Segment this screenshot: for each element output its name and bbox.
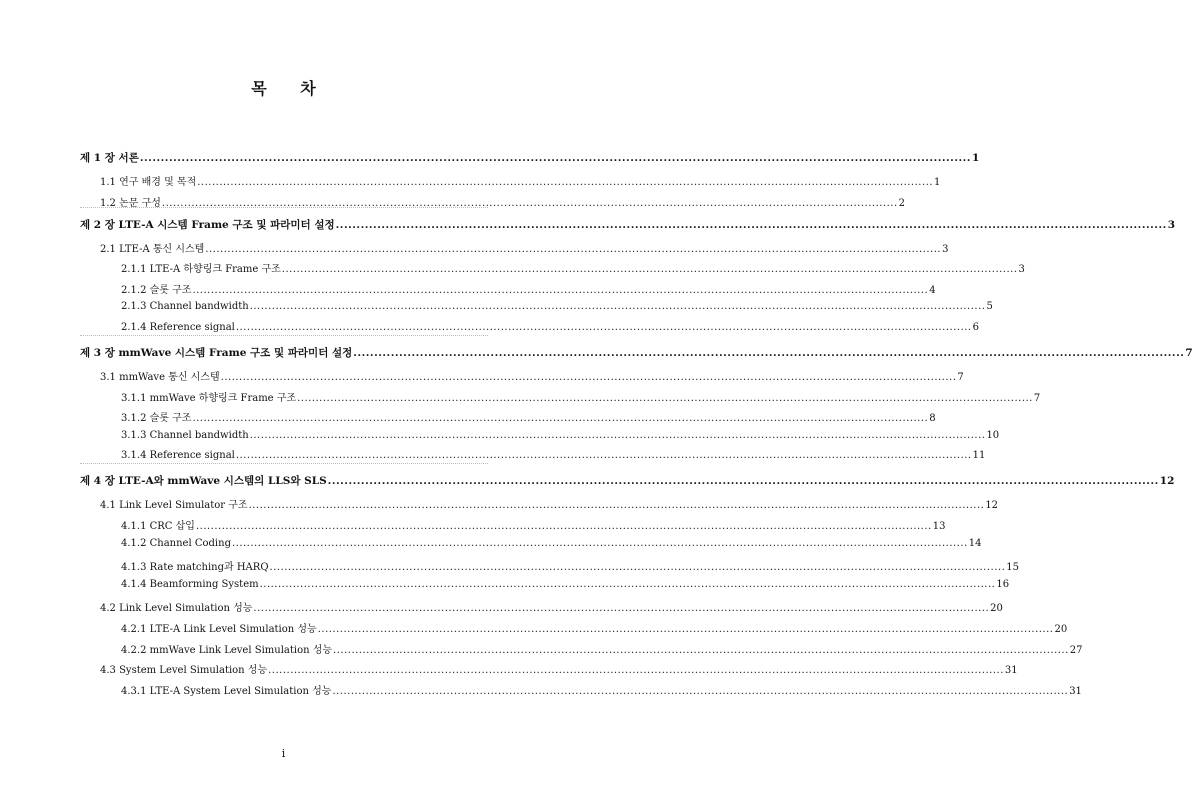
toc-leader-dots: ........................................................................................................................................................................................................ <box>205 243 942 255</box>
toc-leader-dots: ........................................................................................................................................................................................................ <box>297 392 1033 404</box>
toc-entry-title: 제 2 장 LTE-A 시스템 Frame 구조 및 파라미터 설정 <box>80 218 335 231</box>
toc-entry-page: 11 <box>972 450 986 462</box>
toc-leader-dots: ........................................................................................................................................................................................................ <box>269 562 1006 574</box>
toc-entry-page: 1 <box>971 152 980 164</box>
toc-entry-page: 14 <box>968 537 982 549</box>
toc-entry-title: 4.1.2 Channel Coding <box>121 537 231 549</box>
toc-entry-page: 3 <box>942 243 949 255</box>
toc-entry-page: 12 <box>1159 475 1175 488</box>
toc-leader-dots: ........................................................................................................................................................................................................ <box>197 177 933 188</box>
toc-entry[interactable] <box>80 345 1193 360</box>
toc-entry-title: 4.1 Link Level Simulator 구조 <box>100 500 248 512</box>
toc-entry-page: 3 <box>1018 264 1025 276</box>
toc-leader-dots: ........................................................................................................................................................................................................ <box>235 322 972 333</box>
page-title: 목 차 <box>251 79 330 98</box>
toc-leader-dots: ........................................................................................................................................................................................................ <box>139 152 971 164</box>
toc-entry[interactable] <box>121 429 1000 441</box>
toc-leader-dots: ........................................................................................................................................................................................................ <box>268 665 1004 677</box>
toc-entry[interactable] <box>121 682 1082 697</box>
toc-entry-title: 4.3.1 LTE-A System Level Simulation 성능 <box>121 685 332 697</box>
toc-entry[interactable] <box>100 661 1018 677</box>
toc-entry[interactable] <box>121 389 1041 404</box>
toc-entry-page: 20 <box>990 603 1003 615</box>
toc-entry[interactable] <box>121 260 1025 276</box>
toc-entry-page: 8 <box>929 413 936 425</box>
toc-entry[interactable] <box>100 173 941 188</box>
toc-entry-title: 1.2 논문 구성 <box>100 197 161 209</box>
toc-entry[interactable] <box>100 240 949 255</box>
toc-leader-dots: ........................................................................................................................................................................................................ <box>281 264 1018 276</box>
toc-entry-page: 12 <box>985 500 999 512</box>
toc-leader-dots: ........................................................................................................................................................................................................ <box>353 347 1185 359</box>
toc-entry[interactable] <box>121 301 993 313</box>
toc-entry-title: 4.2.1 LTE-A Link Level Simulation 성능 <box>121 624 317 635</box>
toc-leader-dots: ........................................................................................................................................................................................................ <box>327 475 1159 488</box>
toc-entry-page: 31 <box>1069 685 1082 697</box>
toc-entry-title: 4.2.2 mmWave Link Level Simulation 성능 <box>121 644 333 656</box>
chapter-separator <box>80 207 488 208</box>
toc-entry-title: 3.1 mmWave 통신 시스템 <box>100 372 220 383</box>
toc-entry[interactable] <box>80 150 980 165</box>
toc-leader-dots: ........................................................................................................................................................................................................ <box>231 537 968 549</box>
toc-entry-page: 2 <box>898 197 906 209</box>
toc-leader-dots: ........................................................................................................................................................................................................ <box>333 644 1069 656</box>
toc-entry-title: 3.1.2 슬롯 구조 <box>121 413 192 425</box>
toc-leader-dots: ........................................................................................................................................................................................................ <box>235 450 972 462</box>
toc-entry-title: 3.1.3 Channel bandwidth <box>121 429 249 441</box>
toc-leader-dots: ........................................................................................................................................................................................................ <box>259 578 996 590</box>
toc-entry[interactable] <box>80 217 1176 232</box>
toc-entry[interactable] <box>100 496 999 512</box>
toc-entry[interactable] <box>121 641 1083 656</box>
toc-entry[interactable] <box>121 517 946 532</box>
toc-entry[interactable] <box>121 558 1019 574</box>
toc-leader-dots: ........................................................................................................................................................................................................ <box>161 197 898 209</box>
toc-entry-page: 15 <box>1006 562 1019 574</box>
toc-entry[interactable] <box>121 578 1010 590</box>
toc-entry[interactable] <box>100 368 964 383</box>
toc-leader-dots: ........................................................................................................................................................................................................ <box>195 521 932 532</box>
toc-leader-dots: ........................................................................................................................................................................................................ <box>332 685 1069 697</box>
toc-entry-page: 7 <box>1185 347 1193 359</box>
toc-entry-title: 4.3 System Level Simulation 성능 <box>100 665 268 677</box>
chapter-separator <box>80 463 488 464</box>
toc-entry-title: 제 1 장 서론 <box>80 152 139 164</box>
toc-entry-page: 7 <box>957 372 964 383</box>
toc-entry-title: 4.1.3 Rate matching과 HARQ <box>121 562 269 574</box>
toc-leader-dots: ........................................................................................................................................................................................................ <box>335 218 1167 231</box>
toc-entry-page: 13 <box>932 521 946 532</box>
toc-entry-page: 16 <box>996 578 1010 590</box>
toc-leader-dots: ........................................................................................................................................................................................................ <box>249 429 986 441</box>
toc-entry-page: 31 <box>1004 665 1018 677</box>
toc-entry-title: 2.1.1 LTE-A 하향링크 Frame 구조 <box>121 264 281 276</box>
toc-entry[interactable] <box>121 537 982 549</box>
toc-entry-page: 27 <box>1069 644 1083 656</box>
toc-leader-dots: ........................................................................................................................................................................................................ <box>249 301 986 313</box>
toc-entry-title: 2.1 LTE-A 통신 시스템 <box>100 243 205 255</box>
toc-entry-title: 3.1.4 Reference signal <box>121 450 235 462</box>
toc-entry-page: 1 <box>934 177 941 188</box>
toc-leader-dots: ........................................................................................................................................................................................................ <box>220 372 957 383</box>
toc-entry-title: 2.1.3 Channel bandwidth <box>121 301 249 313</box>
toc-entry-title: 제 4 장 LTE-A와 mmWave 시스템의 LLS와 SLS <box>80 475 327 488</box>
toc-leader-dots: ........................................................................................................................................................................................................ <box>317 624 1054 635</box>
toc-entry-page: 4 <box>929 284 936 296</box>
toc-entry[interactable] <box>121 450 986 462</box>
toc-entry-page: 3 <box>1167 218 1176 231</box>
toc-entry[interactable] <box>121 620 1068 635</box>
toc-entry-title: 4.1.1 CRC 삽입 <box>121 521 195 532</box>
toc-entry-page: 5 <box>986 301 993 313</box>
toc-entry-title: 4.1.4 Beamforming System <box>121 578 259 590</box>
toc-entry[interactable] <box>121 322 979 333</box>
toc-entry-title: 3.1.1 mmWave 하향링크 Frame 구조 <box>121 392 297 404</box>
toc-leader-dots: ........................................................................................................................................................................................................ <box>192 284 929 296</box>
toc-entry[interactable] <box>80 473 1175 488</box>
toc-entry-page: 10 <box>986 429 1000 441</box>
toc-leader-dots: ........................................................................................................................................................................................................ <box>248 500 985 512</box>
toc-entry-page: 20 <box>1054 624 1068 635</box>
toc-entry[interactable] <box>121 281 936 296</box>
toc-entry-page: 7 <box>1033 392 1041 404</box>
toc-entry[interactable] <box>121 409 936 425</box>
toc-entry-page: 6 <box>972 322 979 333</box>
toc-leader-dots: ........................................................................................................................................................................................................ <box>192 413 929 425</box>
page-number-footer: i <box>281 747 286 760</box>
toc-entry[interactable] <box>100 599 1003 615</box>
toc-leader-dots: ........................................................................................................................................................................................................ <box>253 603 990 615</box>
chapter-separator <box>80 335 488 336</box>
toc-entry-title: 2.1.2 슬롯 구조 <box>121 284 192 296</box>
toc-entry-title: 제 3 장 mmWave 시스템 Frame 구조 및 파라미터 설정 <box>80 347 353 359</box>
toc-entry-title: 1.1 연구 배경 및 목적 <box>100 177 197 188</box>
toc-entry-title: 4.2 Link Level Simulation 성능 <box>100 603 253 615</box>
toc-entry-title: 2.1.4 Reference signal <box>121 322 235 333</box>
